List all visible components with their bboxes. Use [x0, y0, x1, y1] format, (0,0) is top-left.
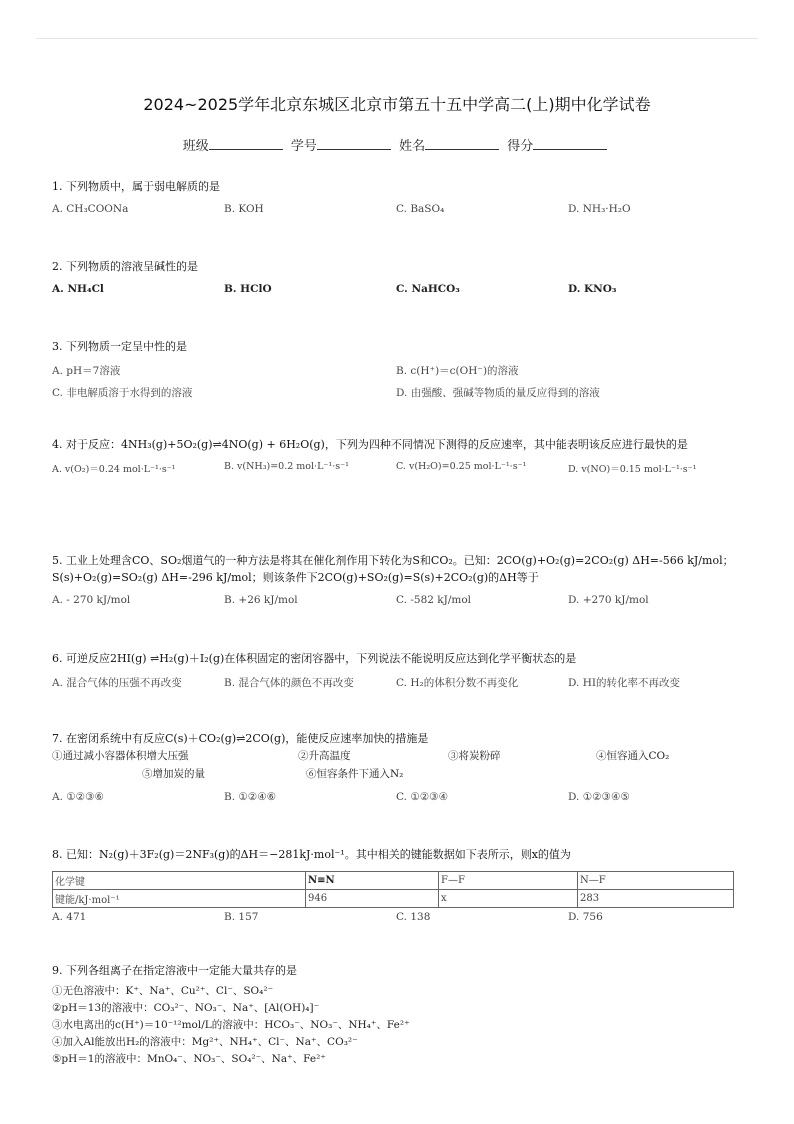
student-info-row — [0, 135, 794, 154]
table-row — [53, 890, 734, 908]
table-row — [53, 872, 734, 890]
question-6 — [52, 650, 742, 693]
measure-item: ⑤增加炭的量 — [142, 768, 205, 780]
top-divider — [36, 38, 758, 39]
question-stem: 2. 下列物质的溶液呈碱性的是 — [52, 260, 198, 273]
question-stem: 6. 可逆反应2HI(g) ⇌H₂(g)＋I₂(g)在体积固定的密闭容器中，下列说法不能说明反应达到化学平衡状态的是 — [52, 652, 577, 665]
option-b: B. c(H⁺)＝c(OH⁻)的溶液 — [396, 365, 519, 377]
question-5 — [52, 552, 742, 612]
question-1 — [52, 178, 742, 221]
option-c: C. 138 — [396, 911, 431, 923]
ion-group-item: ④加入Al能放出H₂的溶液中：Mg²⁺、NH₄⁺、Cl⁻、Na⁺、CO₃²⁻ — [52, 1036, 358, 1048]
question-8 — [52, 846, 742, 929]
table-cell: 283 — [578, 890, 734, 908]
question-4 — [52, 436, 742, 479]
ion-group-item: ②pH＝13的溶液中：CO₃²⁻、NO₃⁻、Na⁺、[Al(OH)₄]⁻ — [52, 1002, 320, 1014]
option-c: C. -582 kJ/mol — [396, 594, 472, 606]
question-9 — [52, 962, 742, 1068]
option-d: D. NH₃·H₂O — [568, 203, 631, 215]
score-label: 得分 — [507, 139, 534, 154]
option-c: C. NaHCO₃ — [396, 283, 460, 295]
option-a: A. 471 — [52, 911, 87, 923]
score-blank — [533, 137, 607, 150]
option-c: C. ①②③④ — [396, 791, 448, 803]
question-7 — [52, 730, 742, 809]
question-stem: 9. 下列各组离子在指定溶液中一定能大量共存的是 — [52, 964, 297, 977]
ion-group-item: ③水电离出的c(H⁺)＝10⁻¹²mol/L的溶液中：HCO₃⁻、NO₃⁻、NH₄⁺、Fe²⁺ — [52, 1019, 410, 1031]
option-b: B. +26 kJ/mol — [224, 594, 298, 606]
table-cell: 946 — [306, 890, 439, 908]
question-stem: 8. 已知：N₂(g)＋3F₂(g)＝2NF₃(g)的ΔH＝−281kJ·mol⁻¹。其中相关的键能数据如下表所示，则x的值为 — [52, 848, 571, 861]
table-cell: N—F — [578, 872, 734, 890]
name-label: 姓名 — [399, 139, 426, 154]
question-2 — [52, 258, 742, 301]
question-stem: 4. 对于反应：4NH₃(g)+5O₂(g)⇌4NO(g) + 6H₂O(g)，下列为四种不同情况下测得的反应速率，其中能表明该反应进行最快的是 — [52, 438, 688, 451]
option-a: A. pH＝7溶液 — [52, 365, 121, 377]
option-b: B. HClO — [224, 283, 272, 295]
class-label: 班级 — [182, 139, 209, 154]
question-3 — [52, 338, 742, 403]
table-cell: F—F — [439, 872, 578, 890]
option-d: D. v(NO)＝0.15 mol·L⁻¹·s⁻¹ — [568, 464, 697, 475]
table-cell: x — [439, 890, 578, 908]
option-a: A. v(O₂)＝0.24 mol·L⁻¹·s⁻¹ — [52, 464, 176, 475]
option-d: D. ①②③④⑤ — [568, 791, 630, 803]
option-b: B. 混合气体的颜色不再改变 — [224, 677, 354, 689]
question-stem: 7. 在密闭系统中有反应C(s)＋CO₂(g)⇌2CO(g)，能使反应速率加快的措施是 — [52, 732, 429, 745]
option-d: D. 756 — [568, 911, 603, 923]
option-a: A. CH₃COONa — [52, 203, 129, 215]
option-b: B. ①②④⑥ — [224, 791, 277, 803]
number-blank — [317, 137, 391, 150]
option-d: D. HI的转化率不再改变 — [568, 677, 681, 689]
exam-title: 2024~2025学年北京东城区北京市第五十五中学高二(上)期中化学试卷 — [143, 95, 651, 114]
option-a: A. ①②③⑥ — [52, 791, 104, 803]
option-b: B. v(NH₃)=0.2 mol·L⁻¹·s⁻¹ — [224, 461, 349, 472]
option-d: D. +270 kJ/mol — [568, 594, 649, 606]
option-d: D. KNO₃ — [568, 283, 617, 295]
option-c: C. BaSO₄ — [396, 203, 445, 215]
question-stem: 3. 下列物质一定呈中性的是 — [52, 340, 187, 353]
measure-item: ④恒容通入CO₂ — [596, 750, 670, 762]
table-cell: 键能/kJ·mol⁻¹ — [53, 890, 306, 908]
measure-item: ③将炭粉碎 — [448, 750, 501, 762]
ion-group-item: ①无色溶液中：K⁺、Na⁺、Cu²⁺、Cl⁻、SO₄²⁻ — [52, 985, 274, 997]
measure-item: ②升高温度 — [298, 750, 351, 762]
option-a: A. 混合气体的压强不再改变 — [52, 677, 182, 689]
class-blank — [209, 137, 283, 150]
option-c: C. H₂的体积分数不再变化 — [396, 677, 519, 689]
bond-energy-table — [52, 871, 734, 908]
name-blank — [425, 137, 499, 150]
question-stem: 1. 下列物质中，属于弱电解质的是 — [52, 180, 220, 193]
option-a: A. NH₄Cl — [52, 283, 104, 295]
option-b: B. KOH — [224, 203, 264, 215]
table-cell: N≡N — [306, 872, 439, 890]
option-b: B. 157 — [224, 911, 259, 923]
measure-item: ①通过减小容器体积增大压强 — [52, 750, 189, 762]
ion-group-item: ⑤pH＝1的溶液中：MnO₄⁻、NO₃⁻、SO₄²⁻、Na⁺、Fe²⁺ — [52, 1053, 326, 1065]
option-c: C. v(H₂O)=0.25 mol·L⁻¹·s⁻¹ — [396, 461, 527, 472]
option-c: C. 非电解质溶于水得到的溶液 — [52, 387, 193, 399]
measure-item: ⑥恒容条件下通入N₂ — [306, 768, 404, 780]
option-a: A. - 270 kJ/mol — [52, 594, 131, 606]
number-label: 学号 — [290, 139, 317, 154]
option-d: D. 由强酸、强碱等物质的量反应得到的溶液 — [396, 387, 600, 399]
table-cell: 化学键 — [53, 872, 306, 890]
question-stem: 5. 工业上处理含CO、SO₂烟道气的一种方法是将其在催化剂作用下转化为S和CO₂。已知：2CO(g)+O₂(g)=2CO₂(g) ΔH=-566 kJ/mol； S(s)+O₂(g)=SO₂(g) ΔH=-296 kJ/mol；则该条件下2CO(g)+SO₂(g)=S(s)+2CO₂(g)的ΔH等于 — [52, 554, 734, 584]
